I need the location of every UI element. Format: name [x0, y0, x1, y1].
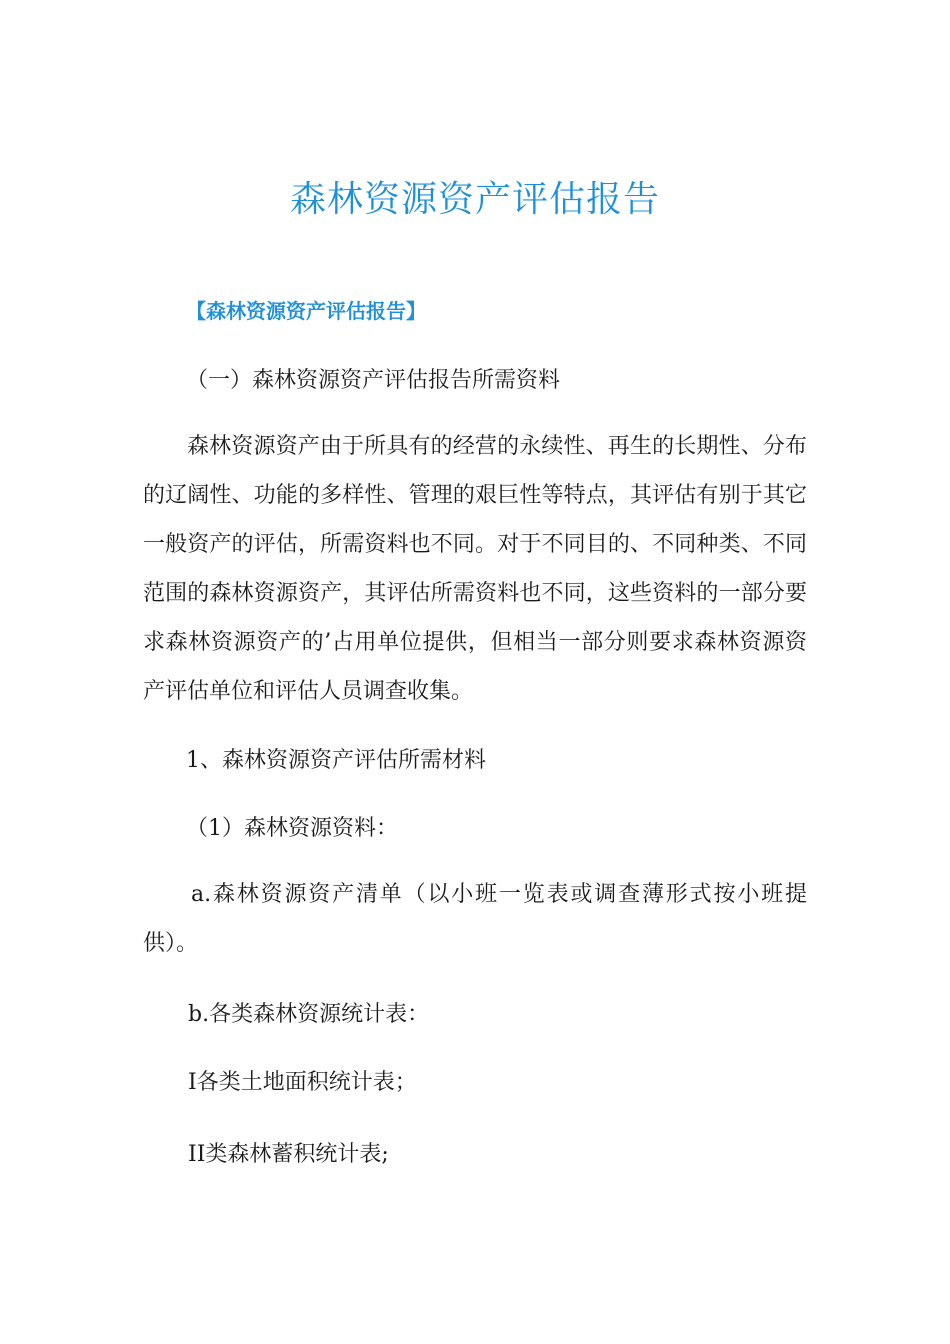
document-title: 森林资源资产评估报告 [289, 179, 660, 220]
list-item-I: I各类土地面积统计表； [188, 1070, 417, 1095]
section-heading: （一）森林资源资产评估报告所需资料 [186, 368, 561, 393]
list-item-1: 1、森林资源资产评估所需材料 [186, 748, 486, 773]
list-item-b: b.各类森林资源统计表： [188, 1002, 430, 1027]
intro-paragraph: 森林资源资产由于所具有的经营的永续性、再生的长期性、分布的辽阔性、功能的多样性、管理的艰巨性等特点，其评估有别于其它一般资产的评估，所需资料也不同。对于不同目的、不同种类、不同范围的森林资源资产，其评估所需资料也不同，这些资料的一部分要求森林资源资产的’占用单位提供，但相当一部分则要求森林资源资产评估单位和评估人员调查收集。 [143, 434, 807, 704]
list-item-1-1: （1）森林资源资料： [186, 816, 398, 841]
document-subtitle: 【森林资源资产评估报告】 [186, 299, 426, 323]
list-item-a: a.森林资源资产清单（以小班一览表或调查薄形式按小班提供）。 [143, 882, 807, 956]
list-item-II: II类森林蓄积统计表; [188, 1142, 389, 1167]
